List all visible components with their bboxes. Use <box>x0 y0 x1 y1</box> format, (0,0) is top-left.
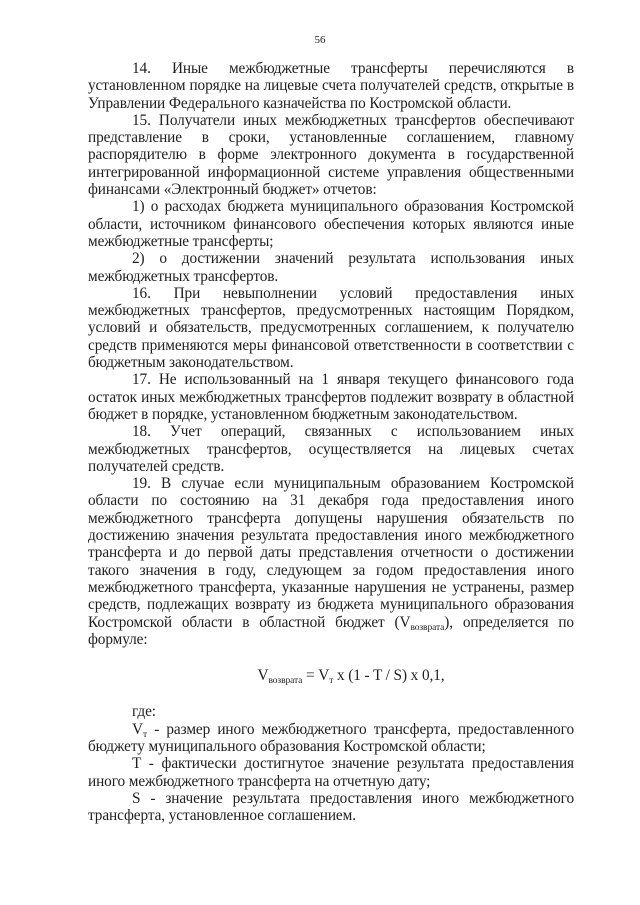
formula-eq: = V <box>302 667 330 685</box>
definition-s: S - значение результата предоставления иного межбюджетного трансферта, установленное соглашением. <box>88 789 574 825</box>
paragraph-15-item-1: 1) о расходах бюджета муниципального образования Костромской области, источником финансового обеспечения которых являются иные межбюджетные трансферты; <box>88 198 574 250</box>
paragraph-17: 17. Не использованный на 1 января текущего финансового года остаток иных межбюджетных трансфертов подлежит возврату в областной бюджет в порядке, установленном бюджетным законодательством. <box>88 371 574 423</box>
paragraph-19 <box>88 475 574 648</box>
definition-vt <box>88 721 574 756</box>
definition-vt-subscript: т <box>142 729 148 740</box>
paragraph-16: 16. При невыполнении условий предоставления иных межбюджетных трансфертов, предусмотренных настоящим Порядком, условий и обязательств, предусмотренных соглашением, к получателю средств применяются меры финансовой ответственности в соответствии с бюджетным законодательством. <box>88 284 574 372</box>
paragraph-15-item-2: 2) о достижении значений результата использования иных межбюджетных трансфертов. <box>88 250 574 285</box>
formula <box>88 667 574 687</box>
paragraph-19-text: 19. В случае если муниципальным образованием Костромской области по состоянию на 31 декабря года предоставления иного межбюджетного трансферта допущены нарушения обязательств по достижению значения результата предоставления иного межбюджетного трансферта и до первой даты представления отчетности о достижении такого значения в году, следующем за годом предоставления иного межбюджетного трансферта, указанные нарушения не устранены, размер средств, подлежащих возврату из бюджета муниципального образования Костромской области в областной бюджет (V <box>88 475 574 631</box>
paragraph-18: 18. Учет операций, связанных с использованием иных межбюджетных трансфертов, осуществляется на лицевых счетах получателей средств. <box>88 423 574 475</box>
definition-vt-symbol: V <box>132 720 143 738</box>
paragraph-19-tail: ), определяется по формуле: <box>88 613 574 648</box>
document-body <box>88 60 574 824</box>
where-label: где: <box>132 703 156 721</box>
paragraph-14: 14. Иные межбюджетные трансферты перечисляются в установленном порядке на лицевые счета получателей средств, открытые в Управлении Федерального казначейства по Костромской области. <box>88 60 574 112</box>
definition-t: T - фактически достигнутое значение результата предоставления иного межбюджетного трансферта на отчетную дату; <box>88 755 574 790</box>
formula-rest: x (1 - T / S) x 0,1, <box>333 667 445 685</box>
page-number: 56 <box>314 34 326 46</box>
formula-vt-subscript: т <box>329 676 334 687</box>
formula-v: V <box>257 667 269 685</box>
paragraph-19-subscript: возврата <box>410 622 445 633</box>
formula-v-subscript: возврата <box>268 676 303 687</box>
definition-vt-text: - размер иного межбюджетного трансферта, предоставленного бюджету муниципального образования Костромской области; <box>88 720 574 755</box>
paragraph-15: 15. Получатели иных межбюджетных трансфертов обеспечивают представление в сроки, установленные соглашением, главному распорядителю в форме электронного документа в государственной интегрированной информационной системе управления общественными финансами «Электронный бюджет» отчетов: <box>88 111 574 199</box>
